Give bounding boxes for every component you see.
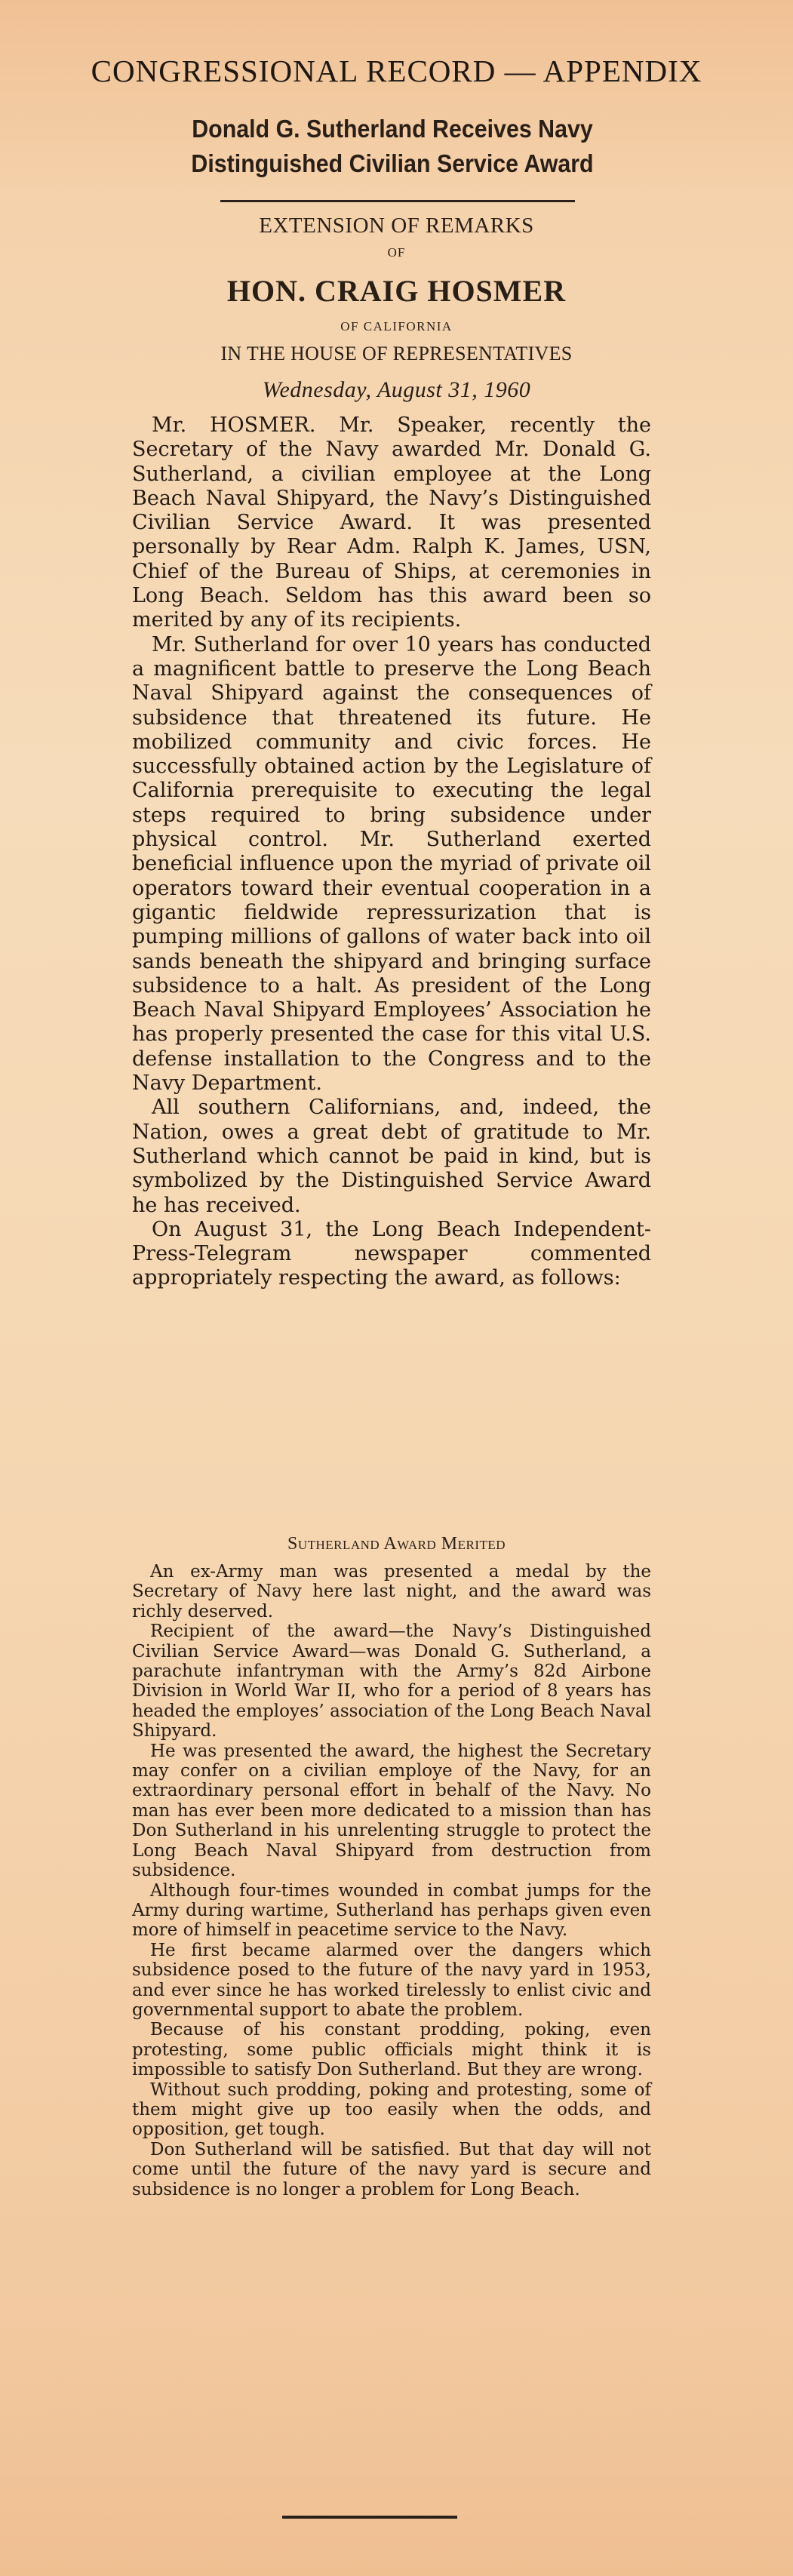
remarks-body — [132, 413, 651, 1291]
quote-paragraph: An ex-Army man was presented a medal by the Secretary of Navy here last night, and the award was richly deserved. — [132, 1562, 651, 1622]
quoted-editorial-body — [132, 1562, 651, 2199]
house-label: IN THE HOUSE OF REPRESENTATIVES — [220, 343, 573, 364]
quote-paragraph: Don Sutherland will be satisfied. But that day will not come until the future of the navy yard is secure and subsidence is no longer a problem for Long Beach. — [132, 2139, 651, 2199]
quote-paragraph: Because of his constant prodding, poking, even protesting, some public officials might think it is impossible to satisfy Don Sutherland. But they are wrong. — [132, 2020, 651, 2080]
remarks-paragraph: All southern Californians, and, indeed, the Nation, owes a great debt of gratitude to Mr. Sutherland which cannot be paid in kind, but is symbolized by the Distinguished Service Award he has received. — [132, 1096, 651, 1217]
quote-paragraph: He first became alarmed over the dangers which subsidence posed to the future of the navy yard in 1953, and ever since he has worked tirelessly to enlist civic and governmental support to abate the problem. — [132, 1940, 651, 2020]
representative-name: HON. CRAIG HOSMER — [226, 274, 567, 308]
quoted-editorial-title: Sutherland Award Merited — [287, 1534, 506, 1554]
remarks-paragraph: On August 31, the Long Beach Independent-Press-Telegram newspaper commented appropriately respecting the award, as follows: — [132, 1217, 651, 1290]
publication-masthead: CONGRESSIONAL RECORD — APPENDIX — [91, 54, 702, 88]
headline-divider — [220, 200, 575, 202]
remarks-paragraph: Mr. Sutherland for over 10 years has conducted a magnificent battle to preserve the Long Beach Naval Shipyard against the consequences of subsidence that threatened its future. He mobilized community and civic forces. He successfully obtained action by the Legislature of California prerequisite to executing the legal steps required to bring subsidence under physical control. Mr. Sutherland exerted beneficial influence upon the myriad of private oil operators toward their eventual cooperation in a gigantic fieldwide repressurization that is pumping millions of gallons of water back into oil sands beneath the shipyard and bringing surface subsidence to a halt. As president of the Long Beach Naval Shipyard Employees’ Association he has properly presented the case for this vital U.S. defense installation to the Congress and to the Navy Department. — [132, 632, 651, 1096]
extension-heading: EXTENSION OF REMARKS — [259, 214, 534, 238]
of-label: OF — [387, 245, 406, 260]
state-label: OF CALIFORNIA — [340, 319, 453, 334]
headline-line-1: Donald G. Sutherland Receives Navy — [192, 115, 593, 143]
quote-paragraph: He was presented the award, the highest the Secretary may confer on a civilian employe of the Navy, for an extraordinary personal effort in behalf of the Navy. No man has ever been more dedicated to a mission than has Don Sutherland in his unrelenting struggle to protect the Long Beach Naval Shipyard from destruction from subsidence. — [132, 1741, 651, 1881]
end-of-article-rule — [282, 2516, 457, 2519]
quote-paragraph: Recipient of the award—the Navy’s Distinguished Civilian Service Award—was Donald G. Sutherland, a parachute infantryman with the Army’s 82d Airbone Division in World War II, who for a period of 8 years has headed the employes’ association of the Long Beach Naval Shipyard. — [132, 1622, 651, 1741]
session-date: Wednesday, August 31, 1960 — [262, 377, 531, 402]
remarks-paragraph: Mr. HOSMER. Mr. Speaker, recently the Secretary of the Navy awarded Mr. Donald G. Sutherland, a civilian employee at the Long Beach Naval Shipyard, the Navy’s Distinguished Civilian Service Award. It was presented personally by Rear Adm. Ralph K. James, USN, Chief of the Bureau of Ships, at ceremonies in Long Beach. Seldom has this award been so merited by any of its recipients. — [132, 413, 651, 632]
quote-paragraph: Without such prodding, poking and protesting, some of them might give up too easily when the odds, and opposition, get tough. — [132, 2080, 651, 2140]
quote-paragraph: Although four-times wounded in combat jumps for the Army during wartime, Sutherland has perhaps given even more of himself in peacetime service to the Navy. — [132, 1880, 651, 1941]
headline-line-2: Distinguished Civilian Service Award — [191, 149, 594, 177]
article-headline — [115, 112, 670, 181]
